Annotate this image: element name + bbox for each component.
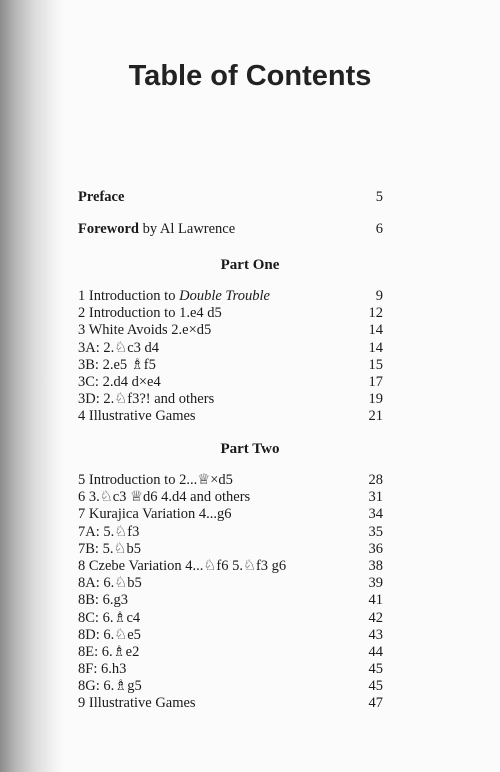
toc-entry[interactable] <box>78 489 383 506</box>
entry-page: 42 <box>368 609 383 626</box>
entry-page: 45 <box>368 661 383 678</box>
entry-page: 43 <box>368 626 383 643</box>
entry-label: Preface <box>78 189 125 205</box>
toc-entry[interactable] <box>78 357 383 374</box>
entry-page: 21 <box>368 408 383 425</box>
toc-entry[interactable] <box>78 305 383 322</box>
page-gutter-shadow <box>0 0 64 772</box>
entry-page: 35 <box>368 523 383 540</box>
entry-page: 28 <box>368 472 383 488</box>
entry-page: 47 <box>368 695 383 712</box>
toc-entry[interactable] <box>78 661 383 678</box>
part-one-heading: Part One <box>220 257 280 273</box>
entry-page: 9 <box>375 288 383 304</box>
entry-label: 3C: 2.d4 d×e4 <box>78 373 161 390</box>
part-one-list <box>78 288 383 426</box>
toc-entry[interactable] <box>78 340 383 357</box>
toc-entry[interactable] <box>78 644 383 661</box>
entry-page: 19 <box>368 391 383 408</box>
entry-page: 34 <box>368 506 383 523</box>
toc-entry[interactable] <box>78 592 383 609</box>
part-two-list <box>78 472 383 713</box>
entry-label: 8A: 6.♘b5 <box>78 575 142 592</box>
toc-entry[interactable] <box>78 472 383 489</box>
entry-page: 31 <box>368 489 383 506</box>
page-title: Table of Contents <box>128 60 372 92</box>
entry-label: 8D: 6.♘e5 <box>78 626 141 643</box>
entry-label: 8B: 6.g3 <box>78 592 128 609</box>
toc-entry[interactable] <box>78 678 383 695</box>
toc-entry[interactable] <box>78 541 383 558</box>
entry-page: 15 <box>368 356 383 373</box>
entry-page: 38 <box>368 557 383 574</box>
toc-entry[interactable] <box>78 391 383 408</box>
entry-page: 17 <box>368 373 383 390</box>
entry-page: 45 <box>368 678 383 695</box>
entry-page: 36 <box>368 540 383 557</box>
entry-label: 4 Illustrative Games <box>78 408 196 425</box>
entry-page: 14 <box>368 322 383 339</box>
toc-entry[interactable] <box>78 610 383 627</box>
entry-label: 3A: 2.♘c3 d4 <box>78 339 160 356</box>
toc-entry-preface[interactable] <box>78 188 383 206</box>
entry-label: 9 Illustrative Games <box>78 695 196 712</box>
toc-entry[interactable] <box>78 695 383 712</box>
entry-label: 5 Introduction to 2...♕×d5 <box>78 472 233 488</box>
entry-page: 41 <box>368 592 383 609</box>
entry-page: 12 <box>368 305 383 322</box>
toc-entry[interactable] <box>78 374 383 391</box>
entry-page: 5 <box>375 189 383 205</box>
entry-label: 3B: 2.e5 ♗f5 <box>78 356 156 373</box>
entry-page: 14 <box>368 339 383 356</box>
toc-entry[interactable] <box>78 322 383 339</box>
toc-entry-foreword[interactable] <box>78 220 383 238</box>
entry-label: 8 Czebe Variation 4...♘f6 5.♘f3 g6 <box>78 557 287 574</box>
toc-entry[interactable] <box>78 627 383 644</box>
entry-label: 8C: 6.♗c4 <box>78 609 141 626</box>
entry-label: 1 Introduction to Double Trouble <box>78 288 270 304</box>
entry-page: 39 <box>368 575 383 592</box>
toc-entry[interactable] <box>78 575 383 592</box>
part-two-heading: Part Two <box>220 441 280 457</box>
toc-entry[interactable] <box>78 524 383 541</box>
entry-label: 2 Introduction to 1.e4 d5 <box>78 305 222 322</box>
entry-page: 6 <box>375 221 383 237</box>
entry-label: 8F: 6.h3 <box>78 661 127 678</box>
toc-entry[interactable] <box>78 506 383 523</box>
entry-label: 7B: 5.♘b5 <box>78 540 141 557</box>
entry-label: Foreword by Al Lawrence <box>78 221 236 237</box>
toc-entry[interactable] <box>78 408 383 425</box>
entry-label: 7 Kurajica Variation 4...g6 <box>78 506 232 523</box>
entry-label: 3 White Avoids 2.e×d5 <box>78 322 212 339</box>
entry-label: 3D: 2.♘f3?! and others <box>78 391 215 408</box>
entry-page: 44 <box>368 643 383 660</box>
entry-label: 7A: 5.♘f3 <box>78 523 140 540</box>
toc-entry[interactable] <box>78 558 383 575</box>
toc-entry[interactable] <box>78 288 383 305</box>
entry-label: 8E: 6.♗e2 <box>78 643 140 660</box>
entry-label: 8G: 6.♗g5 <box>78 678 142 695</box>
entry-label: 6 3.♘c3 ♕d6 4.d4 and others <box>78 489 251 506</box>
